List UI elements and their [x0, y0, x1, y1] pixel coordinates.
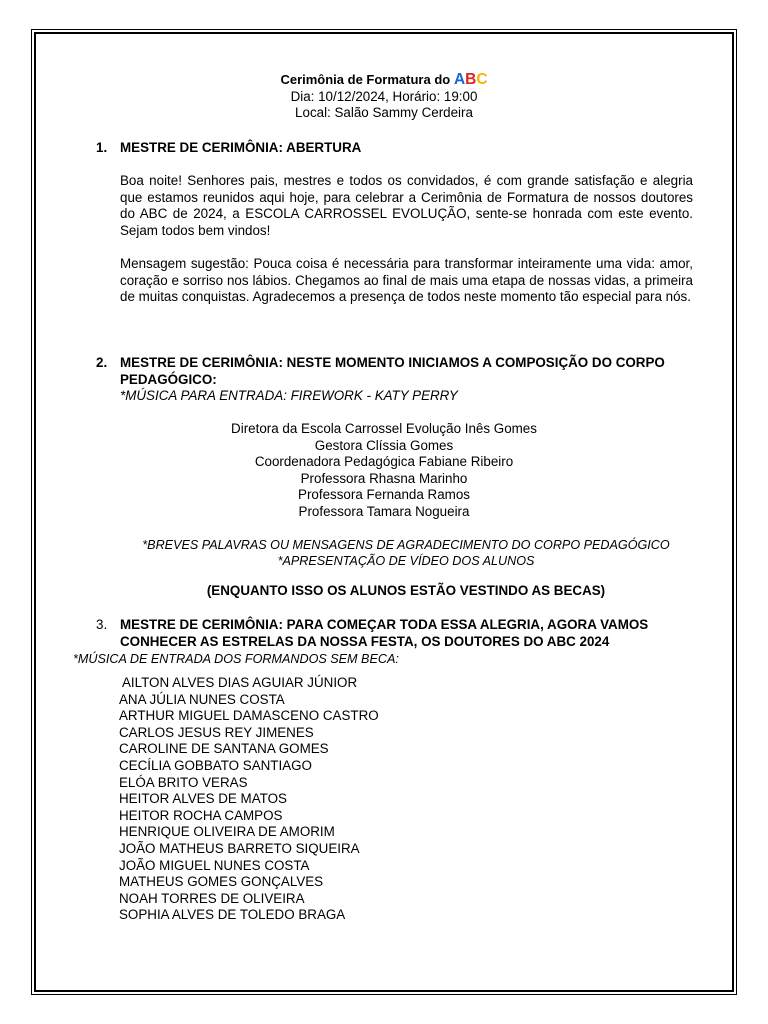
list-item: NOAH TORRES DE OLIVEIRA [119, 890, 305, 906]
section-3-heading [96, 617, 696, 650]
section-2-music: *MÚSICA PARA ENTRADA: FIREWORK - KATY PERRY [120, 388, 458, 404]
staff-list [0, 421, 768, 521]
staff-item: Professora Tamara Nogueira [298, 503, 470, 519]
abc-logo-text [454, 71, 488, 88]
staff-notes [0, 537, 768, 569]
list-item: CARLOS JESUS REY JIMENES [119, 724, 314, 740]
section-3-title: MESTRE DE CERIMÔNIA: PARA COMEÇAR TODA ESSA ALEGRIA, AGORA VAMOS CONHECER AS ESTRELAS DA NOSSA FESTA, OS DOUTORES DO ABC 2024 [120, 617, 649, 649]
ceremony-title-text: Cerimônia de Formatura do [280, 72, 451, 87]
ceremony-title [0, 72, 768, 89]
section-1-heading [96, 140, 696, 157]
list-item: ANA JÚLIA NUNES COSTA [119, 691, 285, 707]
list-item: CECÍLIA GOBBATO SANTIAGO [119, 757, 312, 773]
list-item: MATHEUS GOMES GONÇALVES [119, 874, 324, 890]
graduates-list [119, 675, 379, 924]
list-item: AILTON ALVES DIAS AGUIAR JÚNIOR [119, 675, 358, 690]
list-item: ARTHUR MIGUEL DAMASCENO CASTRO [119, 708, 379, 724]
section-2-heading [96, 355, 696, 405]
suggested-message-paragraph: Mensagem sugestão: Pouca coisa é necessária para transformar inteiramente uma vida: amor, coração e sorriso nos lábios. Chegamos ao final de mais uma etapa de nossas vidas, a primeira de muitas conquistas. Agradecemos a presença de todos neste momento tão especial para nós. [120, 256, 693, 305]
list-item: ELÓA BRITO VERAS [119, 774, 248, 790]
list-item: SOPHIA ALVES DE TOLEDO BRAGA [119, 907, 346, 923]
ceremony-location: Local: Salão Sammy Cerdeira [295, 105, 473, 121]
list-item: HEITOR ALVES DE MATOS [119, 791, 287, 807]
graduates-music: *MÚSICA DE ENTRADA DOS FORMANDOS SEM BECA: [73, 652, 399, 666]
list-item: CAROLINE DE SANTANA GOMES [119, 741, 329, 757]
section-2-number: 2. [96, 355, 108, 370]
list-item: HEITOR ROCHA CAMPOS [119, 807, 283, 823]
staff-item: Gestora Clíssia Gomes [314, 437, 454, 453]
ceremony-date: Dia: 10/12/2024, Horário: 19:00 [290, 88, 478, 104]
abc-letter-c: C [476, 71, 488, 88]
gowns-note: (ENQUANTO ISSO OS ALUNOS ESTÃO VESTINDO AS BECAS) [206, 583, 606, 598]
staff-item: Professora Rhasna Marinho [300, 470, 468, 486]
document-header [0, 72, 768, 122]
section-2-title: MESTRE DE CERIMÔNIA: NESTE MOMENTO INICIAMOS A COMPOSIÇÃO DO CORPO PEDAGÓGICO: [120, 355, 665, 387]
staff-item: Diretora da Escola Carrossel Evolução Inês Gomes [231, 421, 537, 436]
section-3-number: 3. [96, 617, 108, 632]
video-note: *APRESENTAÇÃO DE VÍDEO DOS ALUNOS [277, 554, 535, 568]
list-item: JOÃO MIGUEL NUNES COSTA [119, 857, 310, 873]
list-item: HENRIQUE OLIVEIRA DE AMORIM [119, 824, 335, 840]
section-1-title: MESTRE DE CERIMÔNIA: ABERTURA [120, 140, 362, 155]
section-1-number: 1. [96, 140, 108, 155]
opening-paragraph: Boa noite! Senhores pais, mestres e todos os convidados, é com grande satisfação e alegria que estamos reunidos aqui hoje, para celebrar a Cerimônia de Formatura de nossos doutores do ABC de 2024, a ESCOLA CARROSSEL EVOLUÇÃO, sente-se honrada com este evento. Sejam todos bem vindos! [120, 173, 693, 238]
list-item: JOÃO MATHEUS BARRETO SIQUEIRA [119, 840, 360, 856]
abc-letter-a: A [453, 71, 466, 88]
thanks-note: *BREVES PALAVRAS OU MENSAGENS DE AGRADECIMENTO DO CORPO PEDAGÓGICO [142, 538, 670, 552]
staff-item: Coordenadora Pedagógica Fabiane Ribeiro [254, 454, 514, 470]
abc-letter-b: B [465, 71, 477, 88]
staff-item: Professora Fernanda Ramos [298, 487, 470, 503]
